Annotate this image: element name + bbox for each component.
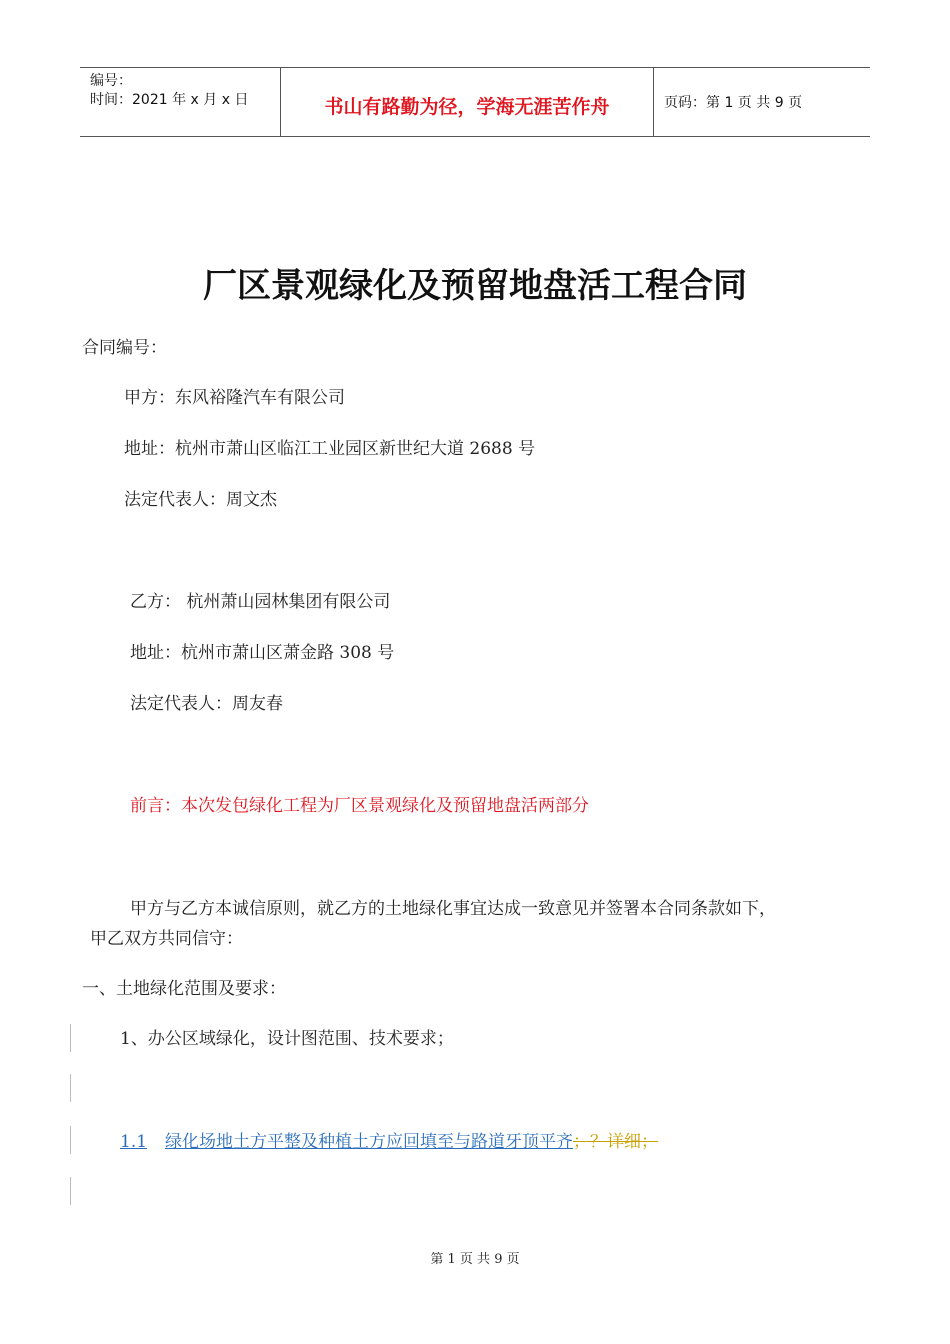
section-1-heading: 一、土地绿化范围及要求： (82, 979, 286, 999)
number-label: 编号： (90, 73, 132, 89)
party-b-representative: 法定代表人：周友春 (130, 694, 283, 714)
party-b-address: 地址：杭州市萧山区萧金路 308 号 (130, 643, 395, 663)
revision-bar (70, 1024, 71, 1052)
party-a-representative: 法定代表人：周文杰 (124, 490, 277, 510)
header-page-cell (654, 68, 870, 136)
header-motto-cell (281, 68, 654, 136)
item-1-1-deleted-text: ；？详细； (573, 1132, 659, 1152)
party-b-name: 乙方： 杭州萧山园林集团有限公司 (130, 592, 391, 612)
item-1-1-text[interactable]: 绿化场地土方平整及种植土方应回填至与路道牙顶平齐 (165, 1132, 574, 1152)
intro-line-1: 甲方与乙方本诚信原则，就乙方的土地绿化事宜达成一致意见并签署本合同条款如下， (130, 899, 776, 919)
revision-bar (70, 1126, 71, 1154)
contract-number: 合同编号： (82, 338, 167, 358)
item-1: 1、办公区域绿化，设计图范围、技术要求； (120, 1029, 454, 1049)
header-page-info: 页码：第 1 页 共 9 页 (664, 95, 803, 111)
header-motto: 书山有路勤为径，学海无涯苦作舟 (324, 96, 610, 118)
item-1-1 (120, 1130, 658, 1154)
page-footer: 第 1 页 共 9 页 (430, 1252, 520, 1267)
revision-bar (70, 1074, 71, 1102)
preface: 前言：本次发包绿化工程为厂区景观绿化及预留地盘活两部分 (130, 796, 589, 816)
header-meta-cell (80, 68, 281, 136)
document-title: 厂区景观绿化及预留地盘活工程合同 (203, 266, 747, 306)
intro-line-2: 甲乙双方共同信守： (90, 929, 243, 949)
item-1-1-number[interactable]: 1.1 (120, 1132, 148, 1152)
page-header (80, 67, 870, 137)
party-a-name: 甲方：东风裕隆汽车有限公司 (124, 388, 345, 408)
party-a-address: 地址：杭州市萧山区临江工业园区新世纪大道 2688 号 (124, 439, 536, 459)
time-label: 时间：2021 年 x 月 x 日 (90, 92, 249, 108)
revision-bar (70, 1177, 71, 1205)
